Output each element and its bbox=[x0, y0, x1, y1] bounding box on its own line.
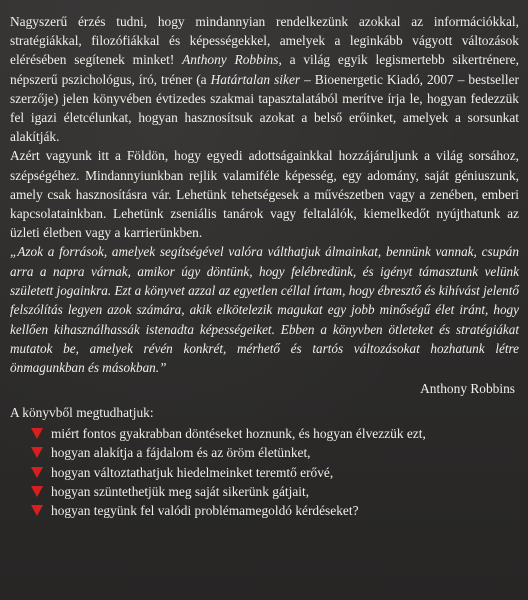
author-quote: „Azok a források, amelyek segítségével valóra válthatjuk álmainkat, bennünk vannak, csupán arra a napra várnak, amikor úgy döntünk, hogy felébredünk, és igényt támasztunk velünk született jogainkra. Ezt a könyvet azzal az egyetlen céllal írtam, hogy ébresztő és kihívást jelentő felszólítás legyen azok számára, akik elkötelezik magukat egy jobb minőségű élet iránt, hogy kellően kihasználhassák istenadta képességeiket. Ebben a könyvben ötleteket és stratégiákat mutatok be, amelyek révén konkrét, mérhető és tartós változásokat hozhatunk létre önmagunkban és másokban.” bbox=[10, 244, 519, 376]
list-item-text: miért fontos gyakrabban döntéseket hoznunk, és hogyan élvezzük ezt, bbox=[51, 426, 426, 442]
list-item-text: hogyan alakítja a fájdalom és az öröm életünket, bbox=[51, 445, 311, 461]
intro-text-3: – Bioenergetic Kiadó, 2007 – bestseller szerzője) jelen könyvében évtizedes szakmai tapasztalatából merítve írja le, hogyan fedezzük fel igazi életcélunkat, hogyan hasznosítsuk azokat a belső erőinket, amelyek a sorsunkat alakítják. bbox=[10, 71, 519, 145]
red-triangle-bullet-icon bbox=[31, 486, 43, 497]
red-triangle-bullet-icon bbox=[31, 447, 43, 458]
list-item bbox=[31, 424, 519, 443]
red-triangle-bullet-icon bbox=[31, 505, 43, 516]
intro-paragraph bbox=[10, 12, 519, 146]
red-triangle-bullet-icon bbox=[31, 428, 43, 439]
quote-attribution: Anthony Robbins bbox=[420, 380, 515, 396]
list-heading: A könyvből megtudhatjuk: bbox=[10, 404, 154, 420]
author-name-italic: Anthony Robbins bbox=[182, 52, 279, 68]
list-item-text: hogyan tegyünk fel valódi problémamegoldó kérdéseket? bbox=[51, 502, 359, 518]
intro-text-1: Nagyszerű érzés tudni, hogy mindannyian rendelkezünk azokkal az információkkal, stratégiákkal, filozófiákkal és képességekkel, amelyek a leginkább vágyott változások elérésében segítenek minket! bbox=[10, 14, 519, 68]
second-paragraph: Azért vagyunk itt a Földön, hogy egyedi adottságainkkal hozzájáruljunk a világ sorsához, szépségéhez. Mindannyiunkban rejlik valamiféle képesség, egy adomány, saját géniuszunk, amely csak hasznosításra vár. Lehetünk tehetségesek a művészetben vagy a zenében, emberi kapcsolatainkban. Lehetünk zseniális tanárok vagy feltalálók, kiemelkedőt nyújthatunk az üzleti életben vagy a karrierünkben. bbox=[10, 148, 519, 241]
list-item bbox=[31, 443, 519, 462]
takeaways-list bbox=[10, 424, 519, 520]
red-triangle-bullet-icon bbox=[31, 467, 43, 478]
list-item-text: hogyan változtathatjuk hiedelmeinket teremtő erővé, bbox=[51, 464, 334, 480]
list-item bbox=[31, 501, 519, 520]
list-item-text: hogyan szüntethetjük meg saját sikerünk gátjait, bbox=[51, 483, 310, 499]
list-item bbox=[31, 482, 519, 501]
book-title-italic: Határtalan siker bbox=[210, 71, 301, 87]
intro-text-2: , a világ egyik legismertebb sikertrénere, népszerű pszichológus, író, tréner (a bbox=[10, 52, 519, 87]
list-item bbox=[31, 463, 519, 482]
